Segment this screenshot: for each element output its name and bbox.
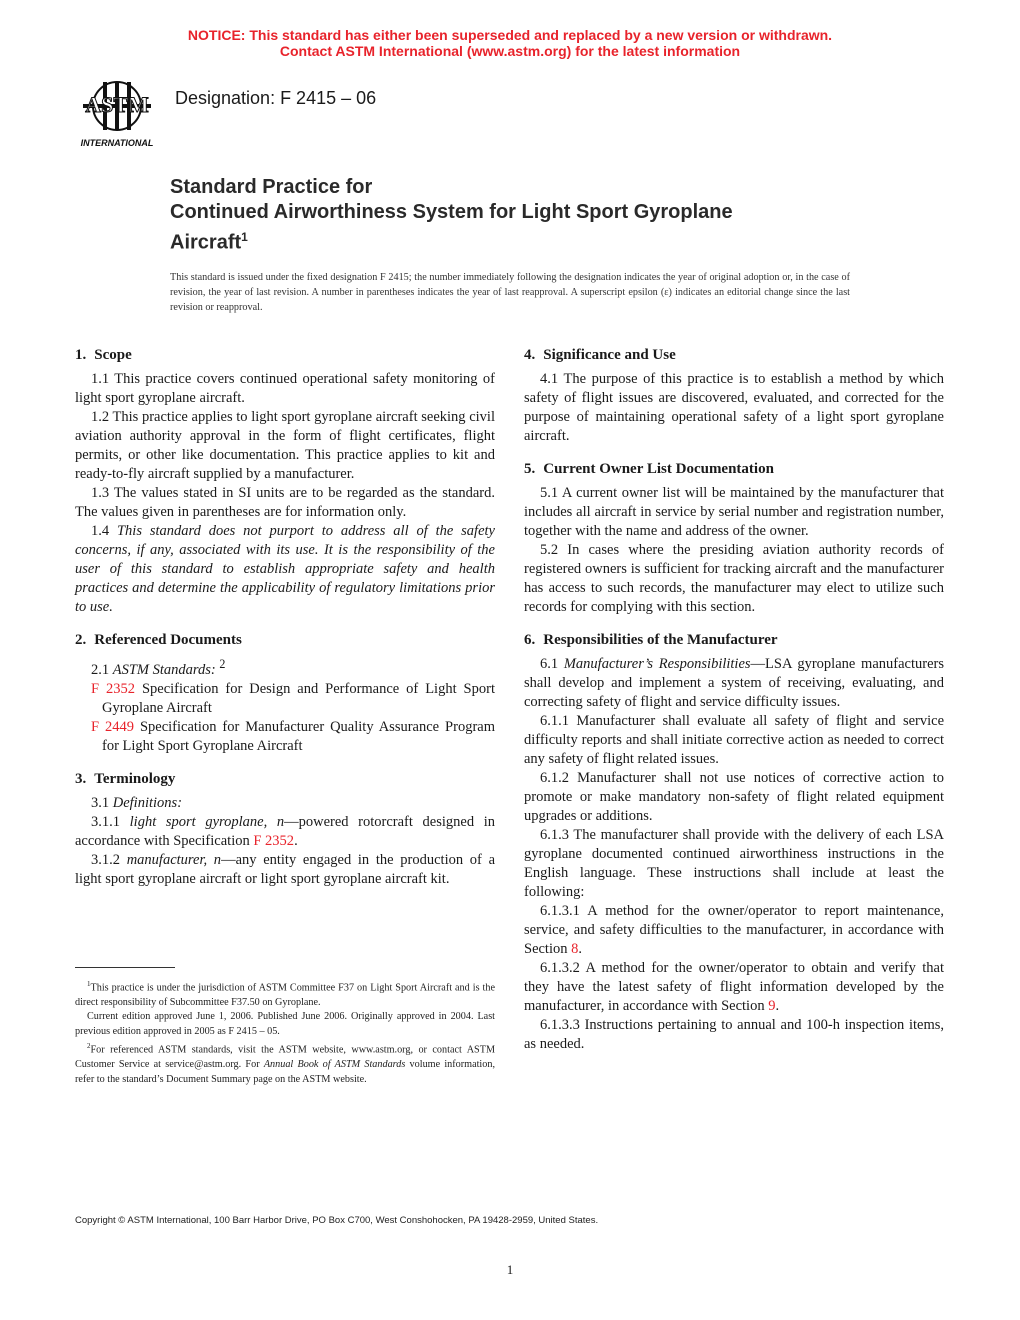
- paragraph-6-1-3-2: [524, 959, 944, 1016]
- section-number: 6.: [524, 632, 536, 648]
- footnotes: [75, 977, 495, 1087]
- reference-f2449: [75, 718, 495, 756]
- paragraph-5-1: 5.1 A current owner list will be maintained by the manufacturer that includes all aircraft in service by serial number and registration number, together with the name and address of the owner.: [524, 485, 944, 539]
- section-title: Significance and Use: [543, 347, 676, 363]
- footnote-mark: 1: [87, 980, 91, 988]
- defined-term: manufacturer, n: [126, 851, 222, 868]
- section-title: Responsibilities of the Manufacturer: [543, 632, 778, 648]
- paragraph-1-2: 1.2 This practice applies to light sport gyroplane aircraft seeking civil aviation authority approval in the form of flight certificates, flight permits, or other like documentation. This practice applies to kit and ready-to-fly aircraft supplied by a manufacturer.: [75, 409, 495, 482]
- notice-line-2: Contact ASTM International (www.astm.org) for the latest information: [279, 43, 741, 59]
- section-number: 4.: [524, 347, 536, 363]
- paragraph-number: 3.1.2: [91, 851, 127, 868]
- astm-logo-icon: [73, 74, 161, 152]
- section-1-heading: [75, 346, 495, 365]
- right-column: [524, 346, 944, 1054]
- footnote-mark: 2: [219, 657, 226, 671]
- punctuation: .: [775, 998, 780, 1014]
- paragraph-6-1-2: 6.1.2 Manufacturer shall not use notices of corrective action to promote or make mandatory non-safety of flight related equipment upgrades or additions.: [524, 770, 944, 824]
- reference-link-f2449[interactable]: F 2449: [91, 718, 135, 735]
- section-link-9[interactable]: 9: [768, 998, 776, 1014]
- footnote-mark: 2: [87, 1042, 91, 1051]
- paragraph-1-4: [75, 522, 495, 617]
- section-title: Scope: [94, 347, 132, 363]
- punctuation: .: [578, 941, 582, 957]
- paragraph-number: 3.1.1: [91, 813, 130, 830]
- defined-term: light sport gyroplane, n: [129, 813, 285, 830]
- reference-link-f2352[interactable]: F 2352: [91, 680, 136, 697]
- footnote-1: [75, 977, 495, 1010]
- paragraph-number: 2.1: [91, 661, 113, 678]
- paragraph-3-1-2: [75, 851, 495, 889]
- section-link-8[interactable]: 8: [571, 941, 579, 957]
- paragraph-italic-text: This standard does not purport to address all of the safety concerns, if any, associated with its use. It is the responsibility of the user of this standard to establish appropriate safety and health practices and determine the applicability of regulatory limitations prior to use.: [75, 523, 495, 615]
- paragraph-text: —LSA gyroplane manufacturers shall develop and implement a system of receiving, evaluating, and correcting safety of flight and service difficulty issues.: [524, 656, 944, 710]
- paragraph-5-2: 5.2 In cases where the presiding aviation authority records of registered owners is sufficient for tracking aircraft and the manufacturer has access to such records, the manufacturer may elect to utilize such records for complying with this section.: [524, 542, 944, 615]
- notice-line-1: NOTICE: This standard has either been superseded and replaced by a new version or withdrawn.: [187, 27, 833, 43]
- logo-letters: ASTM: [85, 92, 149, 117]
- title-line-3: [170, 225, 870, 256]
- footnote-1-edition: Current edition approved June 1, 2006. Published June 2006. Originally approved in 2004. Last previous edition approved in 2005 as F 2415 – 05.: [75, 1011, 495, 1037]
- section-number: 1.: [75, 347, 87, 363]
- section-number: 5.: [524, 461, 536, 477]
- section-title: Current Owner List Documentation: [543, 461, 774, 477]
- paragraph-6-1-3-3: 6.1.3.3 Instructions pertaining to annual and 100-h inspection items, as needed.: [524, 1017, 944, 1052]
- document-title: [170, 175, 870, 256]
- paragraph-number: 6.1: [540, 656, 564, 672]
- reference-f2352: [75, 680, 495, 718]
- paragraph-6-1-1: 6.1.1 Manufacturer shall evaluate all safety of flight and service difficulty reports and shall initiate corrective action as needed to correct any safety of flight related issues.: [524, 713, 944, 767]
- paragraph-text: 6.1.3.1 A method for the owner/operator to report maintenance, service, and safety difficulties to the manufacturer, in accordance with Section: [524, 903, 944, 957]
- footnote-italic-text: Annual Book of ASTM Standards: [263, 1059, 406, 1071]
- section-3-heading: [75, 770, 495, 789]
- section-2-heading: [75, 631, 495, 650]
- section-6-heading: [524, 631, 944, 650]
- punctuation: .: [294, 832, 298, 849]
- paragraph-2-1: [75, 655, 495, 680]
- designation: Designation: F 2415 – 06: [175, 88, 377, 108]
- section-title: Terminology: [94, 770, 176, 787]
- paragraph-number: 1.4: [91, 523, 117, 539]
- title-line-3-text: Aircraft: [170, 231, 242, 254]
- reference-text: Specification for Design and Performance of Light Sport Gyroplane Aircraft: [102, 680, 495, 716]
- reference-text: Specification for Manufacturer Quality Assurance Program for Light Sport Gyroplane Aircraft: [102, 718, 495, 754]
- section-number: 2.: [75, 632, 87, 648]
- footnote-text: volume information, refer to the standard’s Document Summary page on the ASTM website.: [75, 1059, 495, 1085]
- page-number: 1: [506, 1262, 514, 1277]
- paragraph-6-1: [524, 655, 944, 712]
- reference-link-f2352-inline[interactable]: F 2352: [253, 832, 295, 849]
- definition-text: —powered rotorcraft designed in accordance with Specification: [75, 813, 495, 849]
- paragraph-number: 3.1: [91, 794, 113, 811]
- section-5-heading: [524, 460, 944, 479]
- withdrawal-notice: [0, 27, 1020, 59]
- section-number: 3.: [75, 770, 87, 787]
- footnote-text: For referenced ASTM standards, visit the ASTM website, www.astm.org, or contact ASTM Customer Service at service@astm.org. For: [75, 1044, 495, 1071]
- paragraph-6-1-3-1: [524, 902, 944, 959]
- paragraph-italic-text: Manufacturer’s Responsibilities: [563, 656, 751, 672]
- copyright-line: Copyright © ASTM International, 100 Barr Harbor Drive, PO Box C700, West Conshohocken, PA 19428-2959, United States.: [75, 1215, 599, 1226]
- paragraph-text: 6.1.3.2 A method for the owner/operator to obtain and verify that they have the latest safety of flight information developed by the manufacturer, in accordance with Section: [524, 960, 944, 1014]
- paragraph-italic-text: Definitions:: [112, 794, 183, 811]
- section-4-heading: [524, 346, 944, 365]
- title-line-2: Continued Airworthiness System for Light Sport Gyroplane: [170, 201, 733, 223]
- footnote-divider: [75, 967, 175, 968]
- paragraph-1-3: 1.3 The values stated in SI units are to be regarded as the standard. The values given in parentheses are for information only.: [75, 485, 495, 520]
- footnote-2: [75, 1039, 495, 1087]
- left-column: [75, 346, 495, 889]
- title-line-1: Standard Practice for: [170, 176, 373, 198]
- section-title: Referenced Documents: [94, 632, 242, 648]
- paragraph-3-1-1: [75, 813, 495, 851]
- logo-subtitle: INTERNATIONAL: [80, 138, 154, 148]
- issued-note: This standard is issued under the fixed designation F 2415; the number immediately following the designation indicates the year of original adoption or, in the case of revision, the year of last revision. A number in parentheses indicates the year of last reapproval. A superscript epsilon (ε) indicates an editorial change since the last revision or reapproval.: [170, 272, 850, 313]
- paragraph-3-1: [75, 794, 495, 813]
- paragraph-1-1: 1.1 This practice covers continued operational safety monitoring of light sport gyroplane aircraft.: [75, 371, 495, 406]
- footnote-text: This practice is under the jurisdiction of ASTM Committee F37 on Light Sport Aircraft and is the direct responsibility of Subcommittee F37.50 on Gyroplane.: [75, 982, 495, 1008]
- title-footnote-mark: 1: [241, 230, 248, 244]
- definition-text: —any entity engaged in the production of a light sport gyroplane aircraft or light sport gyroplane aircraft kit.: [75, 851, 496, 887]
- paragraph-italic-text: ASTM Standards:: [112, 661, 216, 678]
- paragraph-6-1-3: 6.1.3 The manufacturer shall provide with the delivery of each LSA gyroplane documented continued airworthiness instructions in the English language. These instructions shall include at least the following:: [524, 827, 944, 900]
- paragraph-4-1: 4.1 The purpose of this practice is to establish a method by which safety of flight issues are discovered, evaluated, and corrected for the purpose of maintaining operational safety of a light sport gyroplane aircraft.: [524, 371, 944, 444]
